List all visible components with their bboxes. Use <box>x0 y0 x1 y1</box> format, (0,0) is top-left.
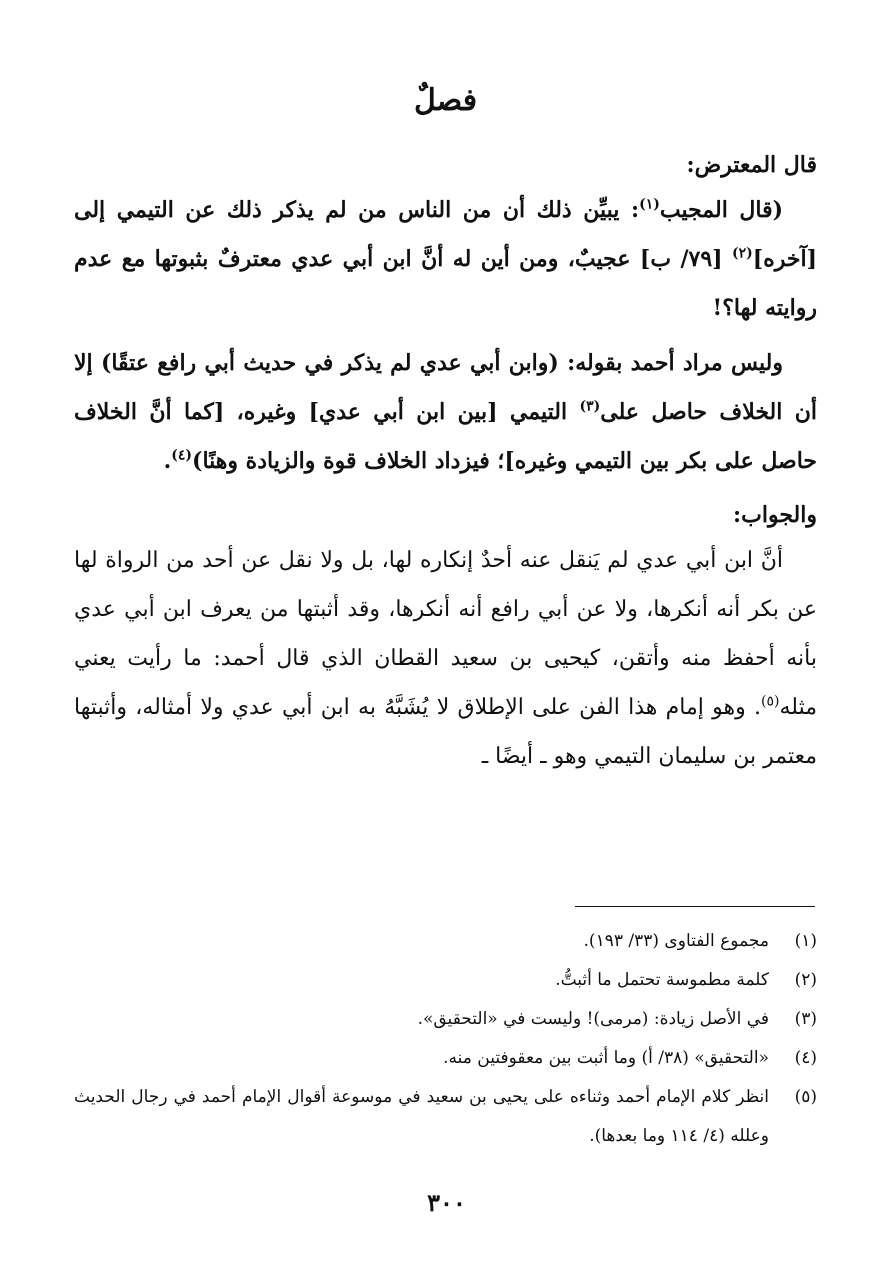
text-run: [٧٩/ ب] عجيبٌ، ومن أين له أنَّ ابن أبي عدي معترفٌ بثبوتها مع عدم روايته لها؟! <box>74 246 817 321</box>
footnote-ref-1[interactable]: (١) <box>639 196 660 213</box>
text-run: وليس مراد أحمد بقوله: (وابن أبي عدي لم يذكر في حديث أبي رافع عتقًا) إلا أن الخلاف حاصل على <box>74 350 817 425</box>
page-number: ٣٠٠ <box>427 1188 466 1217</box>
footnote-item <box>74 1000 817 1039</box>
text-run: التيمي [بين ابن أبي عدي] وغيره، [كما أنَّ الخلاف حاصل على بكر بين التيمي وغيره]؛ فيزداد الخلاف قوة والزيادة وهنًا) <box>74 399 817 474</box>
footnote-number: (٣) <box>794 1009 817 1029</box>
footnote-ref-2[interactable]: (٢) <box>732 245 753 262</box>
paragraph-ahmad-meaning <box>74 339 817 486</box>
footnote-number: (٤) <box>794 1048 817 1068</box>
footnote-number: (١) <box>794 931 817 951</box>
objector-heading: قال المعترض: <box>686 152 817 178</box>
footnote-ref-4[interactable]: (٤) <box>171 447 193 464</box>
footnote-text: انظر كلام الإمام أحمد وثناءه على يحيى بن سعيد في موسوعة أقوال الإمام أحمد في رجال الحديث وعلله (٤/ ١١٤ وما بعدها). <box>74 1087 769 1146</box>
text-run: أنَّ ابن أبي عدي لم يَنقل عنه أحدٌ إنكاره لها، بل ولا نقل عن أحد من الرواة لها عن بكر أنه أنكرها، ولا عن أبي رافع أنه أنكرها، وقد أثبتها من يعرف ابن أبي عدي بأنه أحفظ منه وأتقن، كيحيى بن سعيد القطان الذي قال أحمد: ما رأيت يعني مثله <box>74 548 817 720</box>
footnote-text: كلمة مطموسة تحتمل ما أثبتُّ. <box>555 970 769 990</box>
text-run: (قال المجيب <box>659 197 783 223</box>
footnote-ref-5[interactable]: (٥) <box>761 693 780 710</box>
text-run: . <box>163 448 172 474</box>
footnote-number: (٥) <box>794 1087 817 1107</box>
answer-heading: والجواب: <box>733 502 817 528</box>
text-run: : يبيِّن ذلك أن من الناس من لم يذكر ذلك عن التيمي إلى [آخره] <box>74 197 817 272</box>
footnote-number: (٢) <box>794 970 817 990</box>
footnote-text: «التحقيق» (٣٨/ أ) وما أثبت بين معقوفتين منه. <box>443 1048 769 1068</box>
footnote-divider <box>575 906 815 907</box>
footnotes-block <box>74 922 817 1156</box>
footnote-item <box>74 1078 817 1156</box>
text-run: . وهو إمام هذا الفن على الإطلاق لا يُشَبَّهُ به ابن أبي عدي ولا أمثاله، وأثبتها معتمر بن سليمان التيمي وهو ـ أيضًا ـ <box>74 695 817 769</box>
paragraph-objection <box>74 186 817 333</box>
chapter-title: فصلٌ <box>413 83 478 118</box>
footnote-item <box>74 961 817 1000</box>
footnote-item <box>74 1039 817 1078</box>
footnote-item <box>74 922 817 961</box>
footnote-text: في الأصل زيادة: (مرمى)! وليست في «التحقيق». <box>417 1009 769 1029</box>
paragraph-answer <box>74 536 817 781</box>
footnote-text: مجموع الفتاوى (٣٣/ ١٩٣). <box>583 931 769 951</box>
footnote-ref-3[interactable]: (٣) <box>579 398 601 415</box>
